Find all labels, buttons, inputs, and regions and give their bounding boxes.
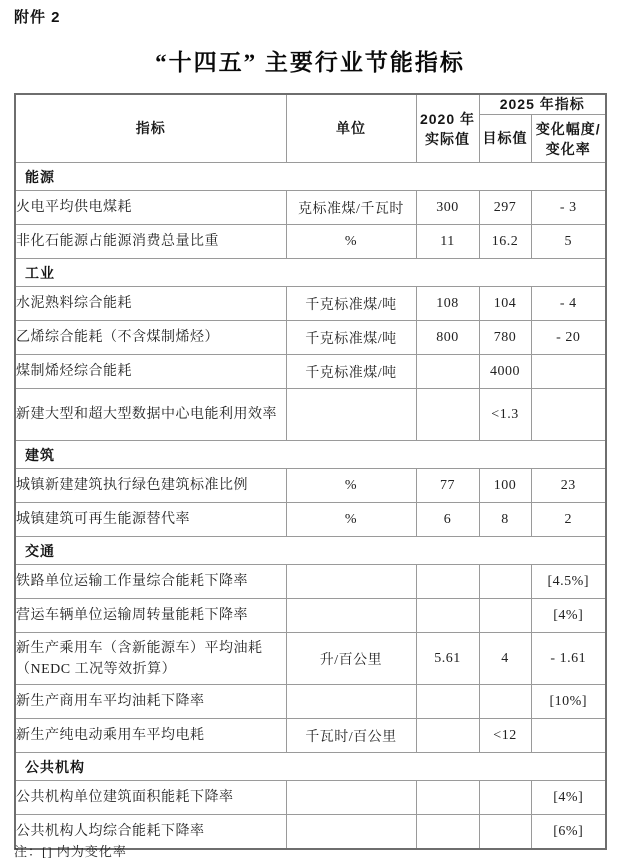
unit-cell: 千克标准煤/吨	[286, 321, 416, 355]
target-2025-cell: <1.3	[479, 389, 531, 441]
actual-2020-cell	[416, 599, 479, 633]
change-cell: 23	[531, 469, 606, 503]
header-2020-line1: 2020 年	[419, 110, 476, 127]
actual-2020-cell: 11	[416, 225, 479, 259]
footnote: 注：[] 内为变化率	[14, 844, 127, 859]
actual-2020-cell	[416, 781, 479, 815]
target-2025-cell: 297	[479, 191, 531, 225]
change-cell: [6%]	[531, 815, 606, 850]
change-cell: [4%]	[531, 781, 606, 815]
header-change	[531, 115, 606, 163]
change-cell: [4.5%]	[531, 565, 606, 599]
change-cell: - 20	[531, 321, 606, 355]
indicators-table	[14, 93, 607, 850]
unit-cell: %	[286, 503, 416, 537]
actual-2020-cell: 6	[416, 503, 479, 537]
table-body	[15, 163, 606, 850]
indicator-cell: 城镇新建建筑执行绿色建筑标准比例	[15, 469, 286, 503]
indicator-cell: 新生产乘用车（含新能源车）平均油耗（NEDC 工况等效折算）	[15, 633, 286, 685]
target-2025-cell	[479, 565, 531, 599]
indicator-cell: 公共机构人均综合能耗下降率	[15, 815, 286, 850]
unit-cell	[286, 565, 416, 599]
table-header	[15, 94, 606, 163]
actual-2020-cell: 300	[416, 191, 479, 225]
indicator-cell: 乙烯综合能耗（不含煤制烯烃）	[15, 321, 286, 355]
page-title: “十四五” 主要行业节能指标	[155, 50, 465, 75]
actual-2020-cell	[416, 565, 479, 599]
header-target: 目标值	[479, 115, 531, 163]
indicator-cell: 火电平均供电煤耗	[15, 191, 286, 225]
actual-2020-cell	[416, 389, 479, 441]
table-row	[15, 719, 606, 753]
header-2025-group: 2025 年指标	[479, 94, 606, 115]
target-2025-cell	[479, 599, 531, 633]
change-cell	[531, 355, 606, 389]
header-2020-line2: 实际值	[425, 130, 470, 147]
change-cell	[531, 719, 606, 753]
header-row-top	[15, 94, 606, 115]
header-change-line1: 变化幅度/	[535, 120, 601, 137]
table-row	[15, 565, 606, 599]
change-cell: - 3	[531, 191, 606, 225]
indicator-cell: 铁路单位运输工作量综合能耗下降率	[15, 565, 286, 599]
target-2025-cell: 104	[479, 287, 531, 321]
table-row	[15, 321, 606, 355]
unit-cell	[286, 389, 416, 441]
indicator-cell: 非化石能源占能源消费总量比重	[15, 225, 286, 259]
actual-2020-cell: 800	[416, 321, 479, 355]
indicator-cell: 水泥熟料综合能耗	[15, 287, 286, 321]
unit-cell	[286, 781, 416, 815]
actual-2020-cell	[416, 685, 479, 719]
table-row	[15, 633, 606, 685]
section-row	[15, 163, 606, 191]
change-cell	[531, 389, 606, 441]
header-indicator: 指标	[15, 94, 286, 163]
section-row	[15, 441, 606, 469]
table-row	[15, 287, 606, 321]
unit-cell: 升/百公里	[286, 633, 416, 685]
change-cell: [10%]	[531, 685, 606, 719]
indicator-cell: 新生产纯电动乘用车平均电耗	[15, 719, 286, 753]
attachment-label: 附件 2	[14, 9, 61, 26]
actual-2020-cell: 77	[416, 469, 479, 503]
unit-cell: 千瓦时/百公里	[286, 719, 416, 753]
unit-cell: %	[286, 225, 416, 259]
change-cell: [4%]	[531, 599, 606, 633]
table-row	[15, 503, 606, 537]
unit-cell: 千克标准煤/吨	[286, 355, 416, 389]
unit-cell: 克标准煤/千瓦时	[286, 191, 416, 225]
section-title: 能源	[15, 163, 606, 191]
table-row	[15, 355, 606, 389]
target-2025-cell	[479, 815, 531, 850]
section-title: 交通	[15, 537, 606, 565]
section-row	[15, 537, 606, 565]
table-row	[15, 389, 606, 441]
unit-cell	[286, 599, 416, 633]
indicator-cell: 公共机构单位建筑面积能耗下降率	[15, 781, 286, 815]
header-unit: 单位	[286, 94, 416, 163]
actual-2020-cell	[416, 815, 479, 850]
table-row	[15, 685, 606, 719]
indicator-cell: 营运车辆单位运输周转量能耗下降率	[15, 599, 286, 633]
target-2025-cell	[479, 685, 531, 719]
unit-cell	[286, 685, 416, 719]
target-2025-cell: 4	[479, 633, 531, 685]
unit-cell	[286, 815, 416, 850]
section-title: 建筑	[15, 441, 606, 469]
indicator-cell: 新建大型和超大型数据中心电能利用效率	[15, 389, 286, 441]
actual-2020-cell	[416, 355, 479, 389]
section-row	[15, 259, 606, 287]
section-title: 公共机构	[15, 753, 606, 781]
indicator-cell: 煤制烯烃综合能耗	[15, 355, 286, 389]
target-2025-cell: <12	[479, 719, 531, 753]
change-cell: - 1.61	[531, 633, 606, 685]
unit-cell: 千克标准煤/吨	[286, 287, 416, 321]
table-row	[15, 191, 606, 225]
section-row	[15, 753, 606, 781]
actual-2020-cell: 108	[416, 287, 479, 321]
target-2025-cell: 16.2	[479, 225, 531, 259]
unit-cell: %	[286, 469, 416, 503]
table-row	[15, 781, 606, 815]
table-row	[15, 599, 606, 633]
actual-2020-cell	[416, 719, 479, 753]
table-row	[15, 225, 606, 259]
target-2025-cell: 780	[479, 321, 531, 355]
target-2025-cell: 100	[479, 469, 531, 503]
section-title: 工业	[15, 259, 606, 287]
actual-2020-cell: 5.61	[416, 633, 479, 685]
target-2025-cell: 8	[479, 503, 531, 537]
change-cell: 2	[531, 503, 606, 537]
change-cell: - 4	[531, 287, 606, 321]
header-2020-actual	[416, 94, 479, 163]
table-row	[15, 469, 606, 503]
header-change-line2: 变化率	[545, 140, 591, 157]
target-2025-cell	[479, 781, 531, 815]
change-cell: 5	[531, 225, 606, 259]
indicator-cell: 新生产商用车平均油耗下降率	[15, 685, 286, 719]
indicator-cell: 城镇建筑可再生能源替代率	[15, 503, 286, 537]
target-2025-cell: 4000	[479, 355, 531, 389]
